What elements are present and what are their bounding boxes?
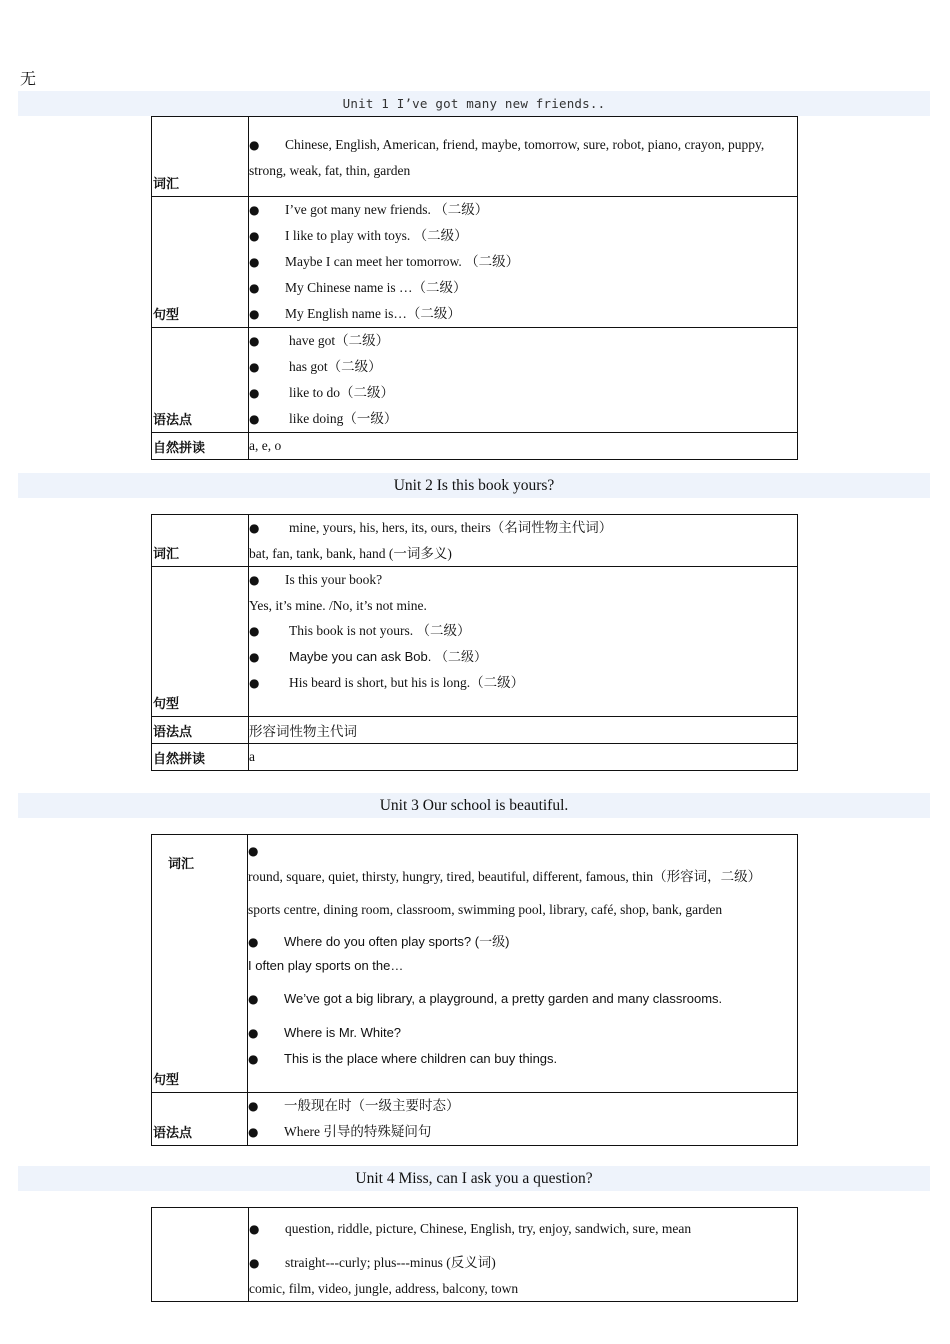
unit1-table bbox=[151, 116, 798, 460]
unit4-vocab-item bbox=[249, 1216, 797, 1242]
unit1-title-band bbox=[18, 91, 930, 116]
bullet-icon: ● bbox=[249, 281, 260, 295]
bullet-icon: ● bbox=[249, 203, 260, 217]
unit2-vocab-cell bbox=[249, 515, 798, 567]
unit2-vocab-label: 词汇 bbox=[152, 515, 249, 567]
unit4-vocab-item bbox=[249, 1250, 797, 1276]
top-character: 无 bbox=[20, 71, 37, 88]
unit2-sentence-item bbox=[249, 644, 797, 670]
unit3-label-cell bbox=[152, 835, 248, 1093]
bullet-icon: ● bbox=[249, 255, 260, 269]
unit1-grammar-text: have got（二级） bbox=[289, 333, 390, 348]
unit3-vocab-text: round, square, quiet, thirsty, hungry, tired, beautiful, different, famous, thin（形容词，二级） bbox=[248, 869, 762, 884]
unit2-sentence-item bbox=[249, 567, 797, 593]
unit2-vocab-line: bat, fan, tank, bank, hand (一词多义) bbox=[249, 546, 452, 561]
unit2-phonics-row bbox=[152, 744, 798, 771]
unit2-phonics-label: 自然拼读 bbox=[152, 744, 249, 771]
unit1-grammar-label: 语法点 bbox=[152, 328, 249, 433]
unit1-sentence-item bbox=[249, 275, 797, 301]
unit4-vocab-cell bbox=[249, 1208, 798, 1302]
bullet-icon: ● bbox=[249, 386, 260, 400]
bullet-icon: ● bbox=[249, 334, 260, 348]
unit4-label-cell bbox=[152, 1208, 249, 1302]
unit2-sentence-answer: Yes, it’s mine. /No, it’s not mine. bbox=[249, 598, 427, 613]
bullet-icon: ● bbox=[249, 360, 260, 374]
unit4-title: Unit 4 Miss, can I ask you a question? bbox=[355, 1170, 593, 1187]
unit3-vocab-line: sports centre, dining room, classroom, swimming pool, library, café, shop, bank, garden bbox=[248, 902, 723, 917]
bullet-icon: ● bbox=[249, 650, 260, 664]
bullet-icon: ● bbox=[248, 992, 259, 1006]
unit3-grammar-item bbox=[248, 1093, 797, 1119]
unit3-grammar-text: Where 引导的特殊疑问句 bbox=[284, 1124, 432, 1139]
bullet-icon: ● bbox=[249, 307, 260, 321]
unit1-vocab-cell bbox=[249, 117, 798, 197]
unit3-sentence-text: Where is Mr. White? bbox=[284, 1025, 402, 1040]
unit1-grammar-item bbox=[249, 354, 797, 380]
unit2-title-band bbox=[18, 473, 930, 498]
unit2-sentence-cell bbox=[249, 567, 798, 717]
unit1-grammar-item bbox=[249, 328, 797, 354]
unit3-grammar-text: 一般现在时（一级主要时态） bbox=[284, 1098, 460, 1113]
unit1-vocab-row bbox=[152, 117, 798, 197]
bullet-icon: ● bbox=[248, 844, 259, 858]
unit4-vocab-text: straight---curly; plus---minus (反义词) bbox=[285, 1255, 496, 1270]
unit1-sentence-text: My English name is…（二级） bbox=[285, 306, 461, 321]
unit4-vocab-row bbox=[152, 1208, 798, 1302]
unit2-phonics-value: a bbox=[249, 744, 798, 771]
unit1-vocab-item bbox=[249, 132, 797, 183]
unit3-content-cell bbox=[248, 835, 798, 1093]
bullet-icon: ● bbox=[249, 676, 260, 690]
unit1-vocab-text: Chinese, English, American, friend, maybe, tomorrow, sure, robot, piano, crayon, puppy, strong, weak, fat, thin, garden bbox=[249, 137, 765, 178]
unit1-grammar-row bbox=[152, 328, 798, 433]
unit1-sentence-item bbox=[249, 301, 797, 327]
unit3-grammar-item bbox=[248, 1119, 797, 1145]
bullet-icon: ● bbox=[248, 935, 259, 949]
unit2-table bbox=[151, 514, 798, 771]
unit2-title: Unit 2 Is this book yours? bbox=[393, 477, 555, 494]
unit2-sentence-text: Maybe you can ask Bob. （二级） bbox=[289, 649, 487, 664]
unit1-vocab-label: 词汇 bbox=[152, 117, 249, 197]
unit1-sentence-row bbox=[152, 197, 798, 328]
unit3-table bbox=[151, 834, 798, 1146]
unit2-grammar-row bbox=[152, 717, 798, 744]
unit3-sentence-answer: I often play sports on the… bbox=[248, 958, 404, 973]
unit3-sentence-label: 句型 bbox=[153, 1073, 180, 1088]
unit1-grammar-text: like doing（一级） bbox=[289, 411, 398, 426]
unit3-vocab-sentence-row bbox=[152, 835, 798, 1093]
unit1-grammar-text: has got（二级） bbox=[289, 359, 382, 374]
bullet-icon: ● bbox=[249, 624, 260, 638]
bullet-icon: ● bbox=[249, 229, 260, 243]
bullet-icon: ● bbox=[248, 1052, 259, 1066]
unit1-sentence-item bbox=[249, 223, 797, 249]
unit3-vocab-item bbox=[248, 838, 797, 889]
unit1-sentence-label: 句型 bbox=[152, 197, 249, 328]
unit3-grammar-cell bbox=[248, 1093, 798, 1146]
unit3-sentence-text: This is the place where children can buy things. bbox=[284, 1051, 558, 1066]
unit4-vocab-text: question, riddle, picture, Chinese, English, try, enjoy, sandwich, sure, mean bbox=[285, 1221, 692, 1236]
unit2-vocab-text: mine, yours, his, hers, its, ours, theirs（名词性物主代词） bbox=[289, 520, 613, 535]
unit1-sentence-text: Maybe I can meet her tomorrow. （二级） bbox=[285, 254, 520, 269]
unit3-sentence-item bbox=[248, 1046, 797, 1072]
unit3-sentence-item bbox=[248, 986, 797, 1012]
unit2-sentence-text: Is this your book? bbox=[285, 572, 383, 587]
unit3-sentence-item bbox=[248, 1020, 797, 1046]
unit2-grammar-label: 语法点 bbox=[152, 717, 249, 744]
unit4-table bbox=[151, 1207, 798, 1302]
bullet-icon: ● bbox=[249, 573, 260, 587]
unit1-title: Unit 1 I’ve got many new friends.. bbox=[342, 96, 606, 111]
unit1-grammar-item bbox=[249, 406, 797, 432]
unit4-vocab-line: comic, film, video, jungle, address, balcony, town bbox=[249, 1281, 519, 1296]
unit1-phonics-row bbox=[152, 433, 798, 460]
unit3-sentence-text: We’ve got a big library, a playground, a pretty garden and many classrooms. bbox=[284, 991, 723, 1006]
unit2-sentence-row bbox=[152, 567, 798, 717]
unit2-sentence-item bbox=[249, 618, 797, 644]
unit2-vocab-row bbox=[152, 515, 798, 567]
bullet-icon: ● bbox=[249, 1222, 260, 1236]
unit3-grammar-label: 语法点 bbox=[152, 1093, 248, 1146]
bullet-icon: ● bbox=[249, 1256, 260, 1270]
unit1-grammar-item bbox=[249, 380, 797, 406]
unit3-vocab-label: 词汇 bbox=[168, 857, 195, 872]
unit2-sentence-text: This book is not yours. （二级） bbox=[289, 623, 471, 638]
unit1-phonics-value: a, e, o bbox=[249, 433, 798, 460]
unit1-phonics-label: 自然拼读 bbox=[152, 433, 249, 460]
bullet-icon: ● bbox=[249, 521, 260, 535]
bullet-icon: ● bbox=[248, 1099, 259, 1113]
bullet-icon: ● bbox=[248, 1026, 259, 1040]
unit1-grammar-cell bbox=[249, 328, 798, 433]
unit1-sentence-text: I like to play with toys. （二级） bbox=[285, 228, 468, 243]
unit2-sentence-label: 句型 bbox=[152, 567, 249, 717]
unit1-sentence-cell bbox=[249, 197, 798, 328]
unit1-sentence-item bbox=[249, 197, 797, 223]
unit2-vocab-item bbox=[249, 515, 797, 541]
unit2-grammar-value: 形容词性物主代词 bbox=[249, 717, 798, 744]
unit1-sentence-text: I’ve got many new friends. （二级） bbox=[285, 202, 489, 217]
unit4-title-band bbox=[18, 1166, 930, 1191]
unit3-grammar-row bbox=[152, 1093, 798, 1146]
unit3-title: Unit 3 Our school is beautiful. bbox=[379, 797, 569, 814]
bullet-icon: ● bbox=[249, 138, 260, 152]
unit1-grammar-text: like to do（二级） bbox=[289, 385, 394, 400]
unit3-sentence-item bbox=[248, 930, 797, 954]
unit1-sentence-item bbox=[249, 249, 797, 275]
unit1-sentence-text: My Chinese name is …（二级） bbox=[285, 280, 467, 295]
bullet-icon: ● bbox=[248, 1125, 259, 1139]
unit2-sentence-text: His beard is short, but his is long.（二级） bbox=[289, 675, 525, 690]
unit3-sentence-text: Where do you often play sports? (一级) bbox=[284, 934, 510, 949]
unit2-sentence-item bbox=[249, 670, 797, 696]
bullet-icon: ● bbox=[249, 412, 260, 426]
unit3-title-band bbox=[18, 793, 930, 818]
